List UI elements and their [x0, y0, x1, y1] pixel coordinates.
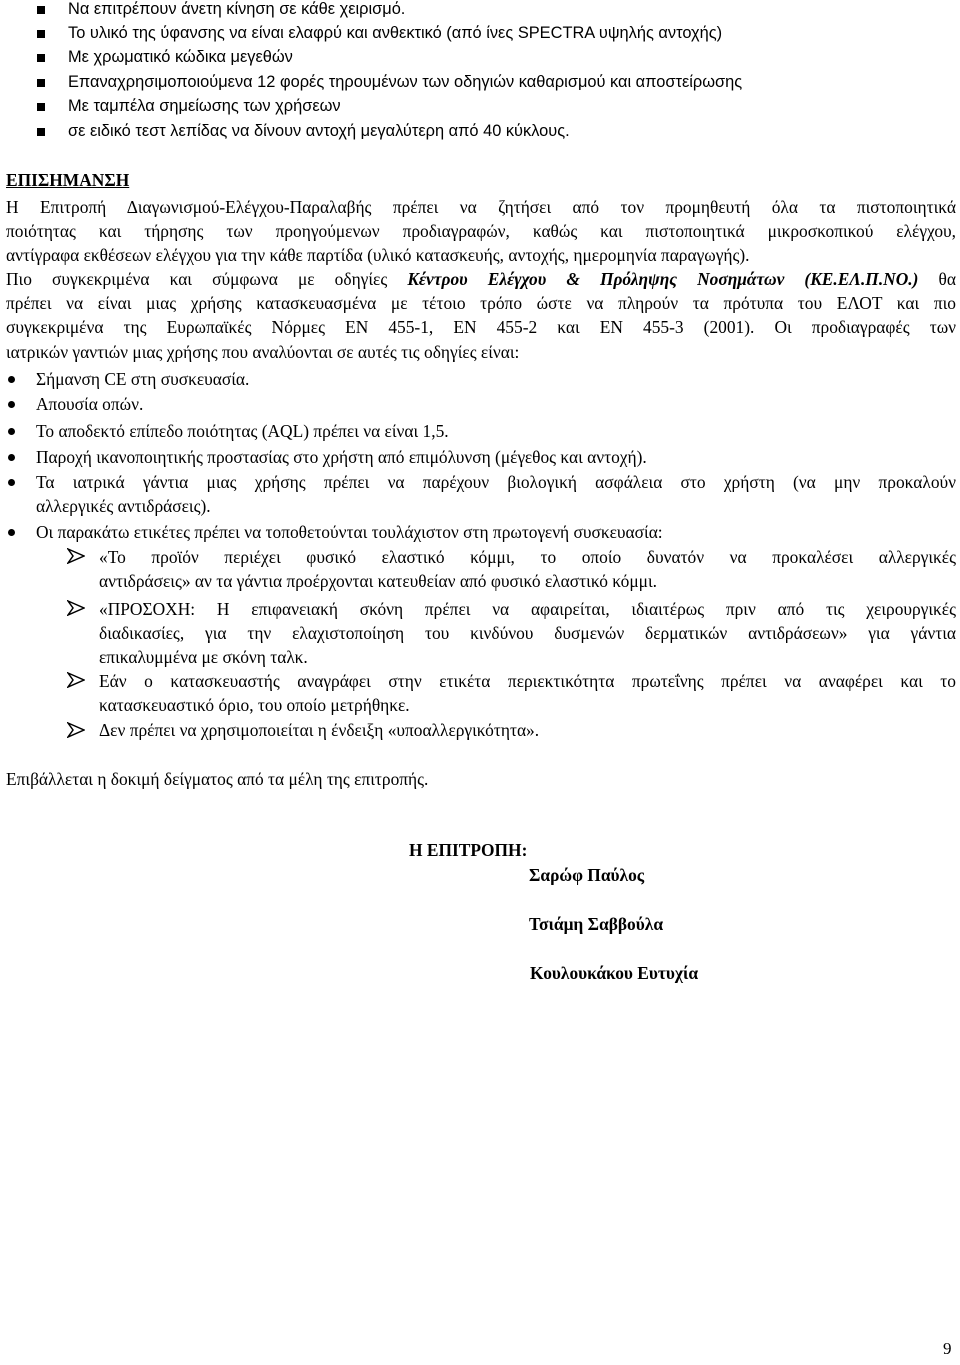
square-bullet-icon	[37, 54, 45, 62]
list-item: Επαναχρησιμοποιούμενα 12 φορές τηρουμένων των οδηγιών καθαρισμού και αποστείρωσης	[68, 73, 742, 92]
notice-paragraph-line: πρέπει να είναι μιας χρήσης κατασκευασμένα με τέτοιο τρόπο ώστε να πληρούν τα πρότυπα του ΕΛΟΤ και πιο	[6, 293, 956, 313]
bullet-text: Το αποδεκτό επίπεδο ποιότητας (AQL) πρέπει να είναι 1,5.	[36, 421, 449, 441]
bullet-icon	[8, 401, 15, 408]
list-item: Το υλικό της ύφανσης να είναι ελαφρύ και ανθεκτικό (από ίνες SPECTRA υψηλής αντοχής)	[68, 24, 722, 43]
notice-paragraph-line: ιατρικών γαντιών μιας χρήσης που αναλύονται σε αυτές τις οδηγίες είναι:	[6, 342, 520, 362]
committee-title: Η ΕΠΙΤΡΟΠΗ:	[409, 840, 528, 860]
bullet-text: Απουσία οπών.	[36, 394, 144, 414]
arrow-bullet-icon	[67, 548, 85, 564]
bullet-text: Σήμανση CE στη συσκευασία.	[36, 369, 250, 389]
square-bullet-icon	[37, 79, 45, 87]
bullet-text: Παροχή ικανοποιητικής προστασίας στο χρήστη από επιμόλυνση (μέγεθος και αντοχή).	[36, 447, 647, 467]
bullet-icon	[8, 529, 15, 536]
label-text: Δεν πρέπει να χρησιμοποιείται η ένδειξη «υποαλλεργικότητα».	[99, 720, 540, 740]
label-text: διαδικασίες, για την ελαχιστοποίηση του κινδύνου δυσμενών δερματικών αντιδράσεων» για γάντια	[99, 623, 956, 643]
label-text: «ΠΡΟΣΟΧΗ: Η επιφανειακή σκόνη πρέπει να αφαιρείται, ιδιαιτέρως πριν από τις χειρουργικές	[99, 599, 956, 619]
notice-paragraph-line: Η Επιτροπή Διαγωνισμού-Ελέγχου-Παραλαβής πρέπει να ζητήσει από τον προμηθευτή όλα τα πιστοποιητικά	[6, 197, 956, 217]
bullet-icon	[8, 479, 15, 486]
notice-paragraph-line: ποιότητας και τήρησης των προηγούμενων προδιαγραφών, καθώς και πιστοποιητικά μικροσκοπικού ελέγχου,	[6, 221, 956, 241]
label-text: «Το προϊόν περιέχει φυσικό ελαστικό κόμμι, το οποίο δυνατόν να προκαλέσει αλλεργικές	[99, 547, 956, 567]
committee-member: Σαρώφ Παύλος	[529, 865, 645, 885]
committee-member: Κουλουκάκου Ευτυχία	[530, 963, 699, 983]
notice-paragraph-line: αντίγραφα εκθέσεων ελέγχου για την κάθε παρτίδα (υλικό κατασκευής, αντοχής, ημερομηνία παραγωγής).	[6, 245, 750, 265]
bullet-text: αλλεργικές αντιδράσεις).	[36, 496, 211, 516]
label-text: κατασκευαστικό όριο, του οποίο μετρήθηκε.	[99, 695, 410, 715]
square-bullet-icon	[37, 128, 45, 136]
square-bullet-icon	[37, 103, 45, 111]
page-number: 9	[943, 1339, 952, 1358]
list-item: Με χρωματικό κώδικα μεγεθών	[68, 48, 293, 67]
notice-paragraph-line: συγκεκριμένα της Ευρωπαϊκές Νόρμες EN 455-1, EN 455-2 και EN 455-3 (2001). Οι προδιαγραφές των	[6, 317, 956, 337]
list-item: Να επιτρέπουν άνετη κίνηση σε κάθε χειρισμό.	[68, 0, 405, 19]
bullet-icon	[8, 376, 15, 383]
bullet-text: Οι παρακάτω ετικέτες πρέπει να τοποθετούνται τουλάχιστον στη πρωτογενή συσκευασία:	[36, 522, 663, 542]
square-bullet-icon	[37, 30, 45, 38]
label-text: Εάν ο κατασκευαστής αναγράφει στην ετικέτα περιεκτικότητα πρωτεΐνης πρέπει να αναφέρει και το	[99, 671, 956, 691]
label-text: επικαλυμμένα με σκόνη ταλκ.	[99, 647, 308, 667]
arrow-bullet-icon	[67, 672, 85, 688]
list-item: σε ειδικό τεστ λεπίδας να δίνουν αντοχή μεγαλύτερη από 40 κύκλους.	[68, 122, 570, 141]
closing-sentence: Επιβάλλεται η δοκιμή δείγματος από τα μέλη της επιτροπής.	[6, 769, 429, 789]
bullet-icon	[8, 428, 15, 435]
list-item: Με ταμπέλα σημείωσης των χρήσεων	[68, 97, 341, 116]
notice-heading: ΕΠΙΣΗΜΑΝΣΗ	[6, 170, 130, 190]
arrow-bullet-icon	[67, 722, 85, 738]
label-text: αντιδράσεις» αν τα γάντια προέρχονται κατευθείαν από φυσικό ελαστικό κόμμι.	[99, 571, 658, 591]
bullet-icon	[8, 454, 15, 461]
committee-member: Τσιάμη Σαββούλα	[529, 914, 664, 934]
square-bullet-icon	[37, 6, 45, 14]
arrow-bullet-icon	[67, 600, 85, 616]
bullet-text: Τα ιατρικά γάντια μιας χρήσης πρέπει να παρέχουν βιολογική ασφάλεια στο χρήστη (να μην προκαλούν	[36, 472, 956, 492]
notice-paragraph-line: Πιο συγκεκριμένα και σύμφωνα με οδηγίες Κέντρου Ελέγχου & Πρόληψης Νοσημάτων (ΚΕ.ΕΛ.Π.ΝΟ.) θα	[6, 269, 956, 289]
organization-name: Κέντρου Ελέγχου & Πρόληψης Νοσημάτων (ΚΕ.ΕΛ.Π.ΝΟ.)	[407, 269, 919, 289]
